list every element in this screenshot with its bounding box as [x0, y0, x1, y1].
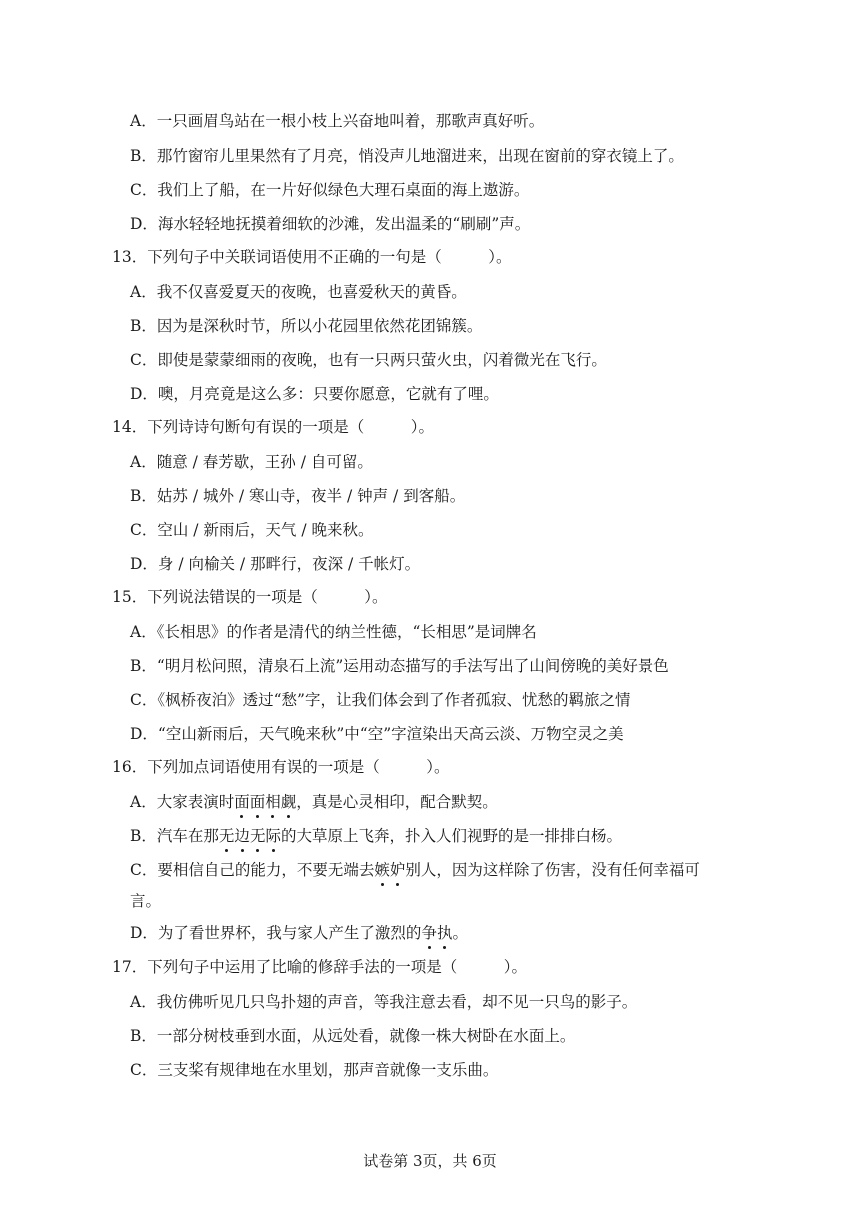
- q14-stem: 14．下列诗诗句断句有误的一项是（ ）。: [112, 418, 434, 436]
- emphasis-dot-char: 边: [234, 827, 250, 845]
- q15-option-b: B．“明月松问照，清泉石上流”运用动态描写的手法写出了山间傍晚的美好景色: [130, 657, 669, 675]
- q15-stem: 15．下列说法错误的一项是（ ）。: [112, 588, 388, 606]
- q16-d-text-post: 。: [452, 924, 468, 942]
- emphasis-dot-char: 嫉: [374, 861, 390, 879]
- q16-b-text-pre: B．汽车在那: [130, 827, 219, 845]
- emphasis-dot-char: 无: [249, 827, 266, 845]
- emphasis-dot-char: 争: [421, 924, 437, 942]
- page-footer: 试卷第 3页，共 6页: [363, 1152, 497, 1170]
- q16-a-text-post: ，真是心灵相印，配合默契。: [296, 793, 498, 811]
- q14-option-a: A．随意 / 春芳歇，王孙 / 自可留。: [130, 453, 373, 471]
- q16-option-a: [130, 791, 498, 813]
- q16-stem: 16．下列加点词语使用有误的一项是（ ）。: [112, 758, 450, 776]
- emphasis-dot-char: 觑: [280, 793, 297, 811]
- q17-stem: 17．下列句子中运用了比喻的修辞手法的一项是（ ）。: [112, 958, 527, 976]
- q14-option-b: B．姑苏 / 城外 / 寒山寺，夜半 / 钟声 / 到客船。: [130, 487, 466, 505]
- q16-d-dotted-word: [421, 924, 452, 942]
- q12-option-a: A．一只画眉鸟站在一根小枝上兴奋地叫着，那歌声真好听。: [130, 112, 545, 130]
- q16-a-dotted-word: [234, 793, 296, 811]
- q13-stem: 13．下列句子中关联词语使用不正确的一句是（ ）。: [112, 248, 512, 266]
- q14-option-c: C．空山 / 新雨后，天气 / 晚来秋。: [130, 521, 374, 539]
- q16-option-d: [130, 922, 468, 944]
- q15-option-c: C．《枫桥夜泊》透过“愁”字，让我们体会到了作者孤寂、忧愁的羁旅之情: [130, 691, 631, 709]
- emphasis-dot-char: 无: [218, 827, 235, 845]
- q16-a-text-pre: A．大家表演时: [130, 793, 235, 811]
- q12-option-b: B．那竹窗帘儿里果然有了月亮，悄没声儿地溜进来，出现在窗前的穿衣镜上了。: [130, 147, 684, 165]
- q16-c-dotted-word: [374, 861, 405, 879]
- emphasis-dot-char: 执: [436, 924, 453, 942]
- emphasis-dot-char: 际: [265, 827, 281, 845]
- q16-c-text-pre: C．要相信自己的能力，不要无端去: [130, 861, 375, 879]
- emphasis-dot-char: 妒: [389, 861, 406, 879]
- q16-b-text-post: 的大草原上飞奔，扑入人们视野的是一排排白杨。: [280, 827, 622, 845]
- q13-option-c: C．即使是蒙蒙细雨的夜晚，也有一只两只萤火虫，闪着微光在飞行。: [130, 351, 607, 369]
- q15-option-a: A．《长相思》的作者是清代的纳兰性德，“长相思”是词牌名: [130, 623, 537, 641]
- emphasis-dot-char: 面: [249, 793, 266, 811]
- q15-option-d: D．“空山新雨后，天气晚来秋”中“空”字渲染出天高云淡、万物空灵之美: [130, 725, 624, 743]
- q16-option-c: [130, 859, 700, 881]
- q17-option-b: B．一部分树枝垂到水面，从远处看，就像一株大树卧在水面上。: [130, 1027, 576, 1045]
- q17-option-a: A．我仿佛听见几只鸟扑翅的声音，等我注意去看，却不见一只鸟的影子。: [130, 993, 638, 1011]
- q12-option-c: C．我们上了船，在一片好似绿色大理石桌面的海上遨游。: [130, 181, 530, 199]
- q14-option-d: D．身 / 向榆关 / 那畔行，夜深 / 千帐灯。: [130, 555, 421, 573]
- q13-option-d: D．噢，月亮竟是这么多：只要你愿意，它就有了哩。: [130, 385, 499, 403]
- q13-option-b: B．因为是深秋时节，所以小花园里依然花团锦簇。: [130, 317, 483, 335]
- q16-b-dotted-word: [219, 827, 281, 845]
- emphasis-dot-char: 相: [265, 793, 281, 811]
- q13-option-a: A．我不仅喜爱夏天的夜晚，也喜爱秋天的黄昏。: [130, 283, 467, 301]
- q16-c-text-post: 别人，因为这样除了伤害，没有任何幸福可: [405, 861, 700, 879]
- q16-option-b: [130, 825, 622, 847]
- q17-option-c: C．三支桨有规律地在水里划，那声音就像一支乐曲。: [130, 1061, 499, 1079]
- q16-option-c-continuation: 言。: [130, 892, 162, 910]
- q12-option-d: D．海水轻轻地抚摸着细软的沙滩，发出温柔的“刷刷”声。: [130, 215, 531, 233]
- q16-d-text-pre: D．为了看世界杯，我与家人产生了激烈的: [130, 924, 422, 942]
- emphasis-dot-char: 面: [234, 793, 250, 811]
